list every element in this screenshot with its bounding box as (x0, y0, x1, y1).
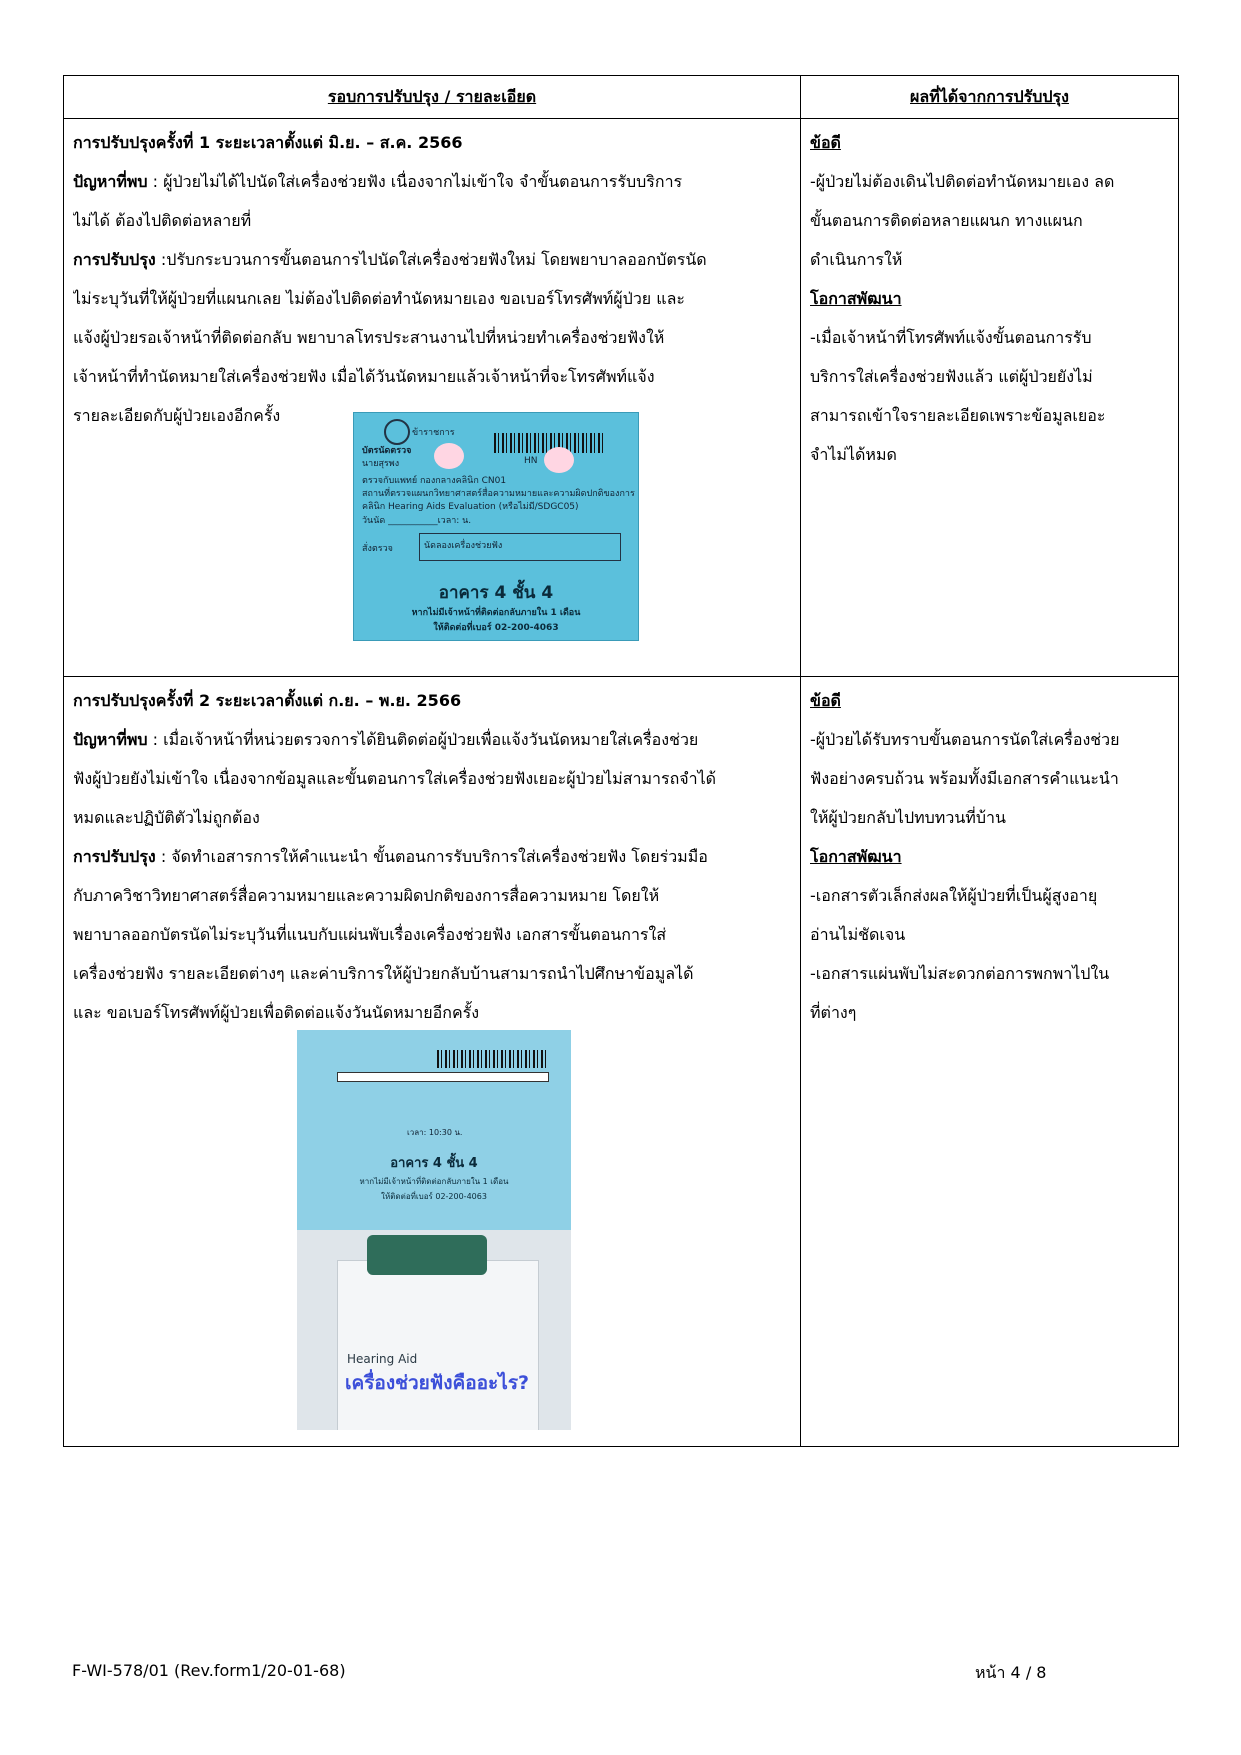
improvement-line: รายละเอียดกับผู้ป่วยเองอีกครั้ง (73, 406, 281, 425)
leaflet-title-en: Hearing Aid (347, 1352, 418, 1366)
card-time: เวลา: 10:30 น. (407, 1128, 463, 1137)
card-building: อาคาร 4 ชั้น 4 (438, 583, 554, 603)
improvement-line (73, 837, 791, 876)
card-contact: ให้ติดต่อที่เบอร์ 02-200-4063 (433, 623, 559, 633)
card-order-value: นัดลองเครื่องช่วยฟัง (424, 541, 503, 551)
advantage-line: ฟังอย่างครบถ้วน พร้อมทั้งมีเอกสารคำแนะนำ (810, 769, 1119, 788)
card-doctor: ตรวจกับแพทย์ กองกลางคลินิก CN01 (362, 476, 507, 486)
opportunity-line: -เมื่อเจ้าหน้าที่โทรศัพท์แจ้งขั้นตอนการรับ (810, 328, 1092, 347)
leaflet-title-th: เครื่องช่วยฟังคืออะไร? (345, 1372, 530, 1394)
card-building: อาคาร 4 ชั้น 4 (390, 1156, 478, 1171)
advantage-line: ขั้นตอนการติดต่อหลายแผนก ทางแผนก (810, 211, 1083, 230)
form-code: F-WI-578/01 (Rev.form1/20-01-68) (72, 1661, 346, 1680)
improvement-text: : จัดทำเอสารการให้คำแนะนำ ขั้นตอนการรับบริการใส่เครื่องช่วยฟัง โดยร่วมมือ (155, 847, 708, 866)
opportunity-line: -เอกสารตัวเล็กส่งผลให้ผู้ป่วยที่เป็นผู้สูงอายุ (810, 886, 1098, 905)
improvement-line (73, 240, 791, 279)
improvement-line: กับภาควิชาวิทยาศาสตร์สื่อความหมายและความผิดปกติของการสื่อความหมาย โดยให้ (73, 886, 660, 905)
privacy-sticker-icon (434, 443, 464, 469)
problem-line: หมดและปฏิบัติตัวไม่ถูกต้อง (73, 808, 260, 827)
advantage-line: -ผู้ป่วยไม่ต้องเดินไปติดต่อทำนัดหมายเอง ลด (810, 172, 1115, 191)
card-order-box (419, 533, 621, 561)
card-order-label: สั่งตรวจ (362, 544, 393, 554)
opportunity-line: อ่านไม่ชัดเจน (810, 925, 906, 944)
card-staff-type: ข้าราชการ (412, 428, 455, 438)
advantage-line: ดำเนินการให้ (810, 250, 903, 269)
improvement-line: แจ้งผู้ป่วยรอเจ้าหน้าที่ติดต่อกลับ พยาบาลโทรประสานงานไปที่หน่วยทำเครื่องช่วยฟังให้ (73, 328, 665, 347)
problem-line (73, 720, 791, 759)
barcode-icon (437, 1050, 547, 1068)
problem-line (73, 162, 791, 201)
improvement-line: พยาบาลออกบัตรนัดไม่ระบุวันที่แนบกับแผ่นพับเรื่องเครื่องช่วยฟัง เอกสารขั้นตอนการใส่ (73, 925, 667, 944)
card-header: บัตรนัดตรวจ (362, 446, 412, 456)
card-clinic: คลินิก Hearing Aids Evaluation (หรือไม่มี/SDGC05) (362, 502, 579, 512)
advantages-label: ข้อดี (810, 691, 841, 710)
card-note: หากไม่มีเจ้าหน้าที่ติดต่อกลับภายใน 1 เดือน (359, 1177, 509, 1186)
improvement-label: การปรับปรุง (73, 847, 156, 866)
header-improvement-details: รอบการปรับปรุง / รายละเอียด (64, 76, 801, 119)
problem-text: : เมื่อเจ้าหน้าที่หน่วยตรวจการได้ยินติดต่อผู้ป่วยเพื่อแจ้งวันนัดหมายใส่เครื่องช่วย (147, 730, 699, 749)
hospital-seal-icon (384, 419, 410, 445)
opportunity-line: -เอกสารแผ่นพับไม่สะดวกต่อการพกพาไปใน (810, 964, 1110, 983)
improvement-line: เครื่องช่วยฟัง รายละเอียดต่างๆ และค่าบริการให้ผู้ป่วยกลับบ้านสามารถนำไปศึกษาข้อมูลได้ (73, 964, 694, 983)
improvement-text: :ปรับกระบวนการขั้นตอนการไปนัดใส่เครื่องช่วยฟังใหม่ โดยพยาบาลออกบัตรนัด (155, 250, 707, 269)
appointment-card-photo (353, 412, 639, 641)
round-1-results (801, 119, 1179, 677)
opportunity-line: สามารถเข้าใจรายละเอียดเพราะข้อมูลเยอะ (810, 406, 1106, 425)
round-2-results (801, 677, 1179, 1447)
problem-label: ปัญหาที่พบ (73, 172, 148, 191)
improvement-line: เจ้าหน้าที่ทำนัดหมายใส่เครื่องช่วยฟัง เมื่อได้วันนัดหมายแล้วเจ้าหน้าที่จะโทรศัพท์แจ้ง (73, 367, 655, 386)
improvement-label: การปรับปรุง (73, 250, 156, 269)
header-improvement-results: ผลที่ได้จากการปรับปรุง (801, 76, 1179, 119)
advantages-label: ข้อดี (810, 133, 841, 152)
round-title: การปรับปรุงครั้งที่ 2 ระยะเวลาตั้งแต่ ก.ย. – พ.ย. 2566 (73, 691, 462, 710)
privacy-sticker-icon (544, 447, 574, 473)
opportunity-label: โอกาสพัฒนา (810, 847, 902, 866)
opportunity-label: โอกาสพัฒนา (810, 289, 902, 308)
advantage-line: -ผู้ป่วยได้รับทราบขั้นตอนการนัดใส่เครื่องช่วย (810, 730, 1120, 749)
card-contact: ให้ติดต่อที่เบอร์ 02-200-4063 (381, 1192, 487, 1201)
hearing-aid-leaflet (337, 1260, 539, 1430)
opportunity-line: ที่ต่างๆ (810, 1003, 857, 1022)
problem-line: ฟังผู้ป่วยยังไม่เข้าใจ เนื่องจากข้อมูลและขั้นตอนการใส่เครื่องช่วยฟังเยอะผู้ป่วยไม่สามารถจำได้ (73, 769, 717, 788)
improvement-table (63, 75, 1179, 1447)
problem-label: ปัญหาที่พบ (73, 730, 148, 749)
improvement-line: ไม่ระบุวันที่ให้ผู้ป่วยที่แผนกเลย ไม่ต้องไปติดต่อทำนัดหมายเอง ขอเบอร์โทรศัพท์ผู้ป่วย และ (73, 289, 685, 308)
problem-text: : ผู้ป่วยไม่ได้ไปนัดใส่เครื่องช่วยฟัง เนื่องจากไม่เข้าใจ จำขั้นตอนการรับบริการ (147, 172, 683, 191)
round-title: การปรับปรุงครั้งที่ 1 ระยะเวลาตั้งแต่ มิ.ย. – ส.ค. 2566 (73, 133, 463, 152)
improvement-line: และ ขอเบอร์โทรศัพท์ผู้ป่วยเพื่อติดต่อแจ้งวันนัดหมายอีกครั้ง (73, 1003, 480, 1022)
table-header-row (64, 76, 1179, 119)
problem-line: ไม่ได้ ต้องไปติดต่อหลายที่ (73, 211, 252, 230)
card-place: สถานที่ตรวจแผนกวิทยาศาสตร์สื่อความหมายและความผิดปกติของการ (362, 489, 635, 499)
opportunity-line: จำไม่ได้หมด (810, 445, 897, 464)
card-and-leaflet-photo (297, 1030, 571, 1430)
card-date: วันนัด ___________เวลา: น. (362, 516, 472, 526)
card-patient-name: นายสุรพง (362, 459, 400, 469)
opportunity-line: บริการใส่เครื่องช่วยฟังแล้ว แต่ผู้ป่วยยังไม่ (810, 367, 1093, 386)
card-note: หากไม่มีเจ้าหน้าที่ติดต่อกลับภายใน 1 เดือน (411, 608, 581, 618)
advantage-line: ให้ผู้ป่วยกลับไปทบทวนที่บ้าน (810, 808, 1006, 827)
hand-holding-leaflet (367, 1235, 487, 1275)
page-number: หน้า 4 / 8 (975, 1663, 1047, 1682)
table-row (64, 677, 1179, 1447)
redaction-bar (337, 1072, 549, 1082)
appointment-card-top (297, 1030, 571, 1230)
card-hn: HN (524, 456, 538, 466)
